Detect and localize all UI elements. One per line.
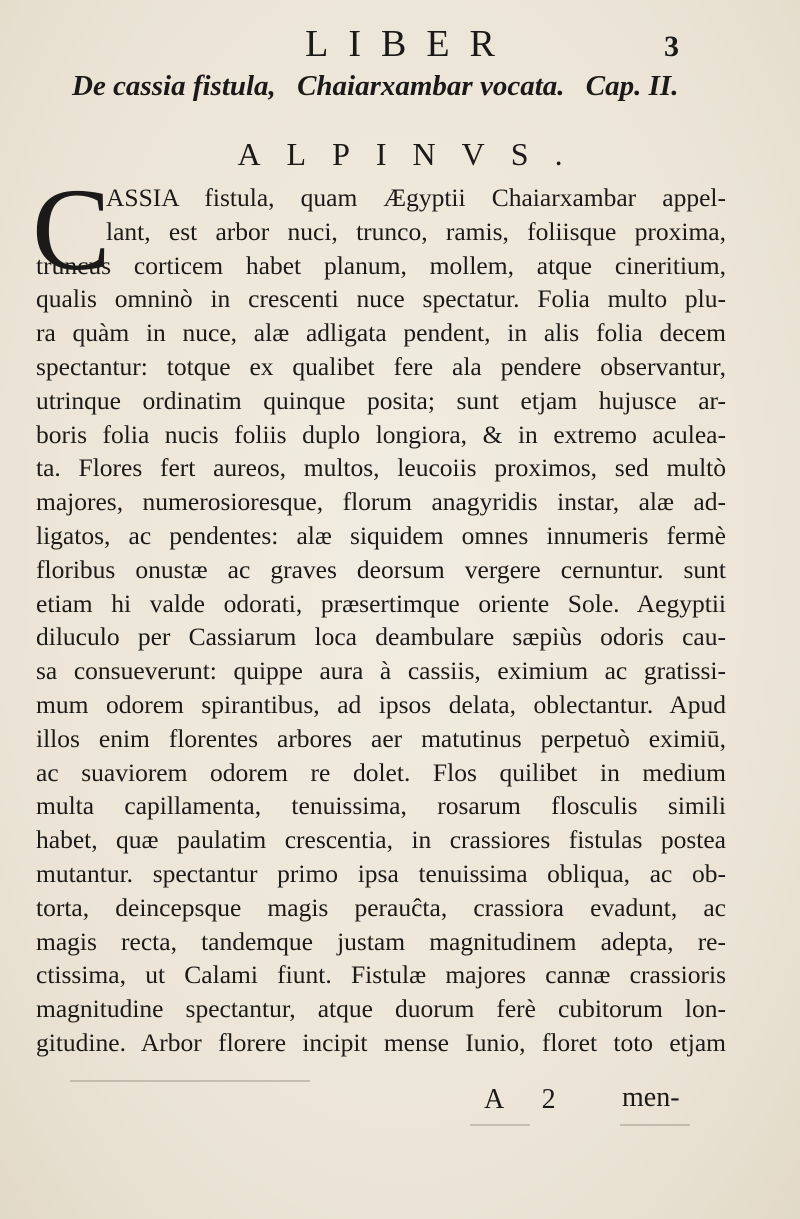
chapter-heading bbox=[72, 70, 732, 103]
text-line: floribus onustæ ac graves deorsum vergere cernuntur. sunt bbox=[36, 554, 726, 584]
text-line: ac suaviorem odorem re dolet. Flos quilibet in medium bbox=[36, 757, 726, 787]
text-line: utrinque ordinatim quinque posita; sunt etjam hujusce ar- bbox=[36, 385, 726, 415]
text-line: spectantur: totque ex qualibet fere ala pendere observantur, bbox=[36, 352, 726, 381]
text-line: ra quàm in nuce, alæ adligata pendent, in alis folia decem bbox=[36, 318, 726, 348]
chapter-subject: De cassia fistula, bbox=[72, 70, 276, 102]
text-line: habet, quæ paulatim crescentia, in crassiores fistulas postea bbox=[36, 825, 726, 855]
text-line: diluculo per Cassiarum loca deambulare sæpiùs odoris cau- bbox=[36, 622, 726, 652]
text-line: magnitudine spectantur, atque duorum ferè cubitorum lon- bbox=[36, 994, 726, 1024]
catchline bbox=[0, 1082, 800, 1122]
text-line: torta, deincepsque magis perauĉta, crassiora evadunt, ac bbox=[36, 892, 726, 922]
catchword: men- bbox=[622, 1082, 680, 1113]
text-line: boris folia nucis foliis duplo longiora, & in extremo aculea- bbox=[36, 419, 726, 449]
chapter-plant-name: Chaiarxambar vocata. bbox=[297, 70, 565, 102]
text-line: majores, numerosioresque, florum anagyridis instar, alæ ad- bbox=[36, 487, 726, 517]
running-title: LIBER bbox=[305, 23, 515, 65]
text-line: gitudine. Arbor florere incipit mense Iunio, floret toto etjam bbox=[36, 1028, 726, 1057]
running-head bbox=[0, 20, 800, 64]
text-line: sa consueverunt: quippe aura à cassiis, eximium ac gratissi- bbox=[36, 656, 726, 686]
text-line: truncus corticem habet planum, mollem, atque cineritium, bbox=[36, 250, 726, 280]
chapter-number: Cap. II. bbox=[585, 70, 679, 102]
ink-smudge bbox=[70, 1080, 310, 1082]
text-line: ligatos, ac pendentes: alæ siquidem omnes innumeris fermè bbox=[36, 521, 726, 550]
ink-smudge bbox=[470, 1124, 530, 1126]
ink-smudge bbox=[620, 1124, 690, 1126]
text-line: mum odorem spirantibus, ad ipsos delata, oblectantur. Apud bbox=[36, 690, 726, 719]
page-number: 3 bbox=[664, 30, 679, 63]
text-line: ta. Flores fert aureos, multos, leucoiis proximos, sed multò bbox=[36, 453, 726, 483]
text-line: multa capillamenta, tenuissima, rosarum flosculis simili bbox=[36, 791, 726, 821]
drop-cap-initial: C bbox=[32, 164, 111, 295]
text-line: lant, est arbor nuci, trunco, ramis, foliisque proxima, bbox=[106, 216, 726, 246]
signature-mark: A 2 bbox=[484, 1084, 572, 1115]
text-line: etiam hi valde odorati, præsertimque oriente Sole. Aegyptii bbox=[36, 588, 726, 618]
author-heading: ALPINVS. bbox=[237, 136, 589, 172]
text-line: ASSIA fistula, quam Ægyptii Chaiarxambar appel- bbox=[106, 183, 726, 212]
text-line: ctissima, ut Calami fiunt. Fistulæ majores cannæ crassioris bbox=[36, 960, 726, 990]
text-line: qualis omninò in crescenti nuce spectatur. Folia multo plu- bbox=[36, 284, 726, 314]
text-line: illos enim florentes arbores aer matutinus perpetuò eximiū, bbox=[36, 723, 726, 753]
text-line: mutantur. spectantur primo ipsa tenuissima obliqua, ac ob- bbox=[36, 859, 726, 888]
text-line: magis recta, tandemque justam magnitudinem adepta, re- bbox=[36, 926, 726, 956]
